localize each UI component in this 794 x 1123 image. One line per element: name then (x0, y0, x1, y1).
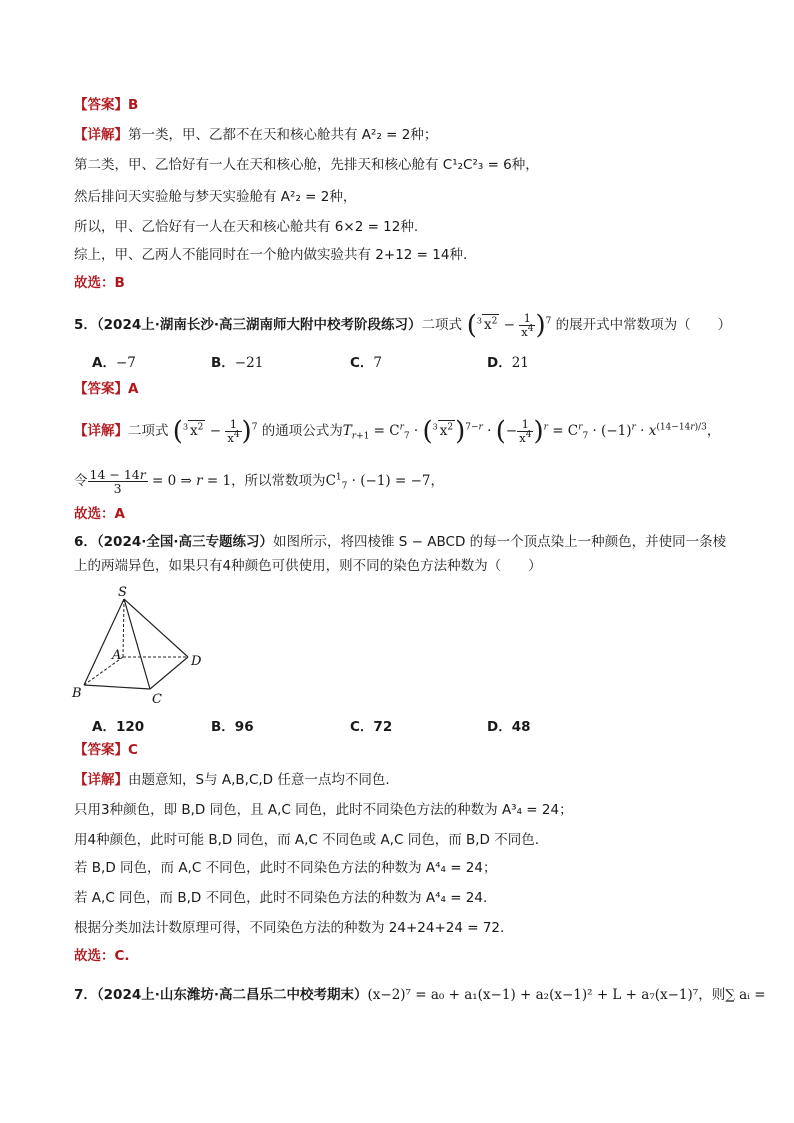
detail-text: ，所以常数项为 (231, 473, 326, 489)
q5-option-c: C．7 (350, 355, 383, 371)
choose-value: A (114, 506, 125, 522)
vertex-label-d: D (191, 654, 202, 669)
detail-text: 的通项公式为 (261, 423, 343, 439)
choose-label: 故选： (74, 948, 115, 964)
vertex-label-c: C (152, 692, 162, 707)
q5-detail-line-1: 【详解】二项式 ($^3$ $x^2$ − $\frac{1}{x^4}$ )$^7$ 的通项公式为$T_{r+1} = C^r_7 \cdot (^3$ $x^2)^{7-r}$ · (− $\frac{1}{x^4}$ )$^r = C^r_7 \cdot (-1)^r \cdot x^{(14-14r)/3}$， (74, 416, 721, 447)
q5-choose-line (74, 504, 125, 524)
vertex-label-a: A (112, 648, 122, 663)
answer-tag: 【答案】 (74, 97, 128, 113)
question-number: 5． (74, 317, 97, 333)
question-source: （2024上·山东潍坊·高二昌乐二中校考期末） (96, 987, 368, 1003)
answer-tag: 【答案】 (74, 742, 128, 758)
q5-option-d: D．21 (487, 355, 529, 371)
pyramid-figure (70, 585, 220, 710)
q6-detail-line-5: 若 A,C 同色，而 B,D 不同色，此时不同染色方法的种数为 A⁴₄ = 24. (74, 890, 488, 906)
vertex-label-b: B (72, 686, 82, 701)
q4-answer-line (74, 95, 138, 115)
detail-text: 令 (74, 473, 88, 489)
q5-option-a: A．−7 (92, 355, 136, 371)
question-number: 7． (74, 987, 97, 1003)
detail-tag: 【详解】 (74, 127, 128, 143)
q6-detail-line-2: 只用3种颜色，即 B,D 同色，且 A,C 同色，此时不同染色方法的种数为 A³₄ = 24； (74, 802, 573, 818)
q6-detail-line-4: 若 B,D 同色，而 A,C 不同色，此时不同染色方法的种数为 A⁴₄ = 24； (74, 860, 497, 876)
q6-detail-line-1 (74, 770, 390, 790)
q6-detail-line-3: 用4种颜色，此时可能 B,D 同色，而 A,C 不同色或 A,C 同色，而 B,D 不同色. (74, 832, 540, 848)
answer-value: C (128, 742, 138, 758)
q6-stem-line-1 (74, 532, 726, 552)
detail-text: 由题意知，S与 A,B,C,D 任意一点均不同色. (128, 772, 390, 788)
q4-detail-line-3: 然后排问天实验舱与梦天实验舱有 A²₂ = 2种， (74, 189, 357, 205)
q6-answer-line (74, 740, 138, 760)
question-number: 6． (74, 534, 97, 550)
q6-option-a: A．120 (92, 719, 145, 735)
detail-tag: 【详解】 (74, 423, 128, 439)
choose-label: 故选： (74, 506, 115, 522)
sum-expression: ∑ aᵢ = (725, 987, 766, 1003)
vertex-label-s: S (118, 585, 127, 600)
q6-option-c: C．72 (350, 719, 393, 735)
q4-choose-line (74, 273, 125, 293)
q5-option-b: B．−21 (211, 355, 264, 371)
detail-tag: 【详解】 (74, 772, 128, 788)
answer-tag: 【答案】 (74, 381, 128, 397)
choose-value: C. (114, 948, 130, 964)
general-term-formula: ($^3$ $x^2$ − $\frac{1}{x^4}$ )$^7$ (172, 416, 258, 447)
q6-option-b: B．96 (211, 719, 254, 735)
detail-text: 二项式 (128, 423, 169, 439)
detail-text: 第一类，甲、乙都不在天和核心舱共有 A²₂ = 2种； (128, 127, 438, 143)
q5-stem (74, 312, 731, 339)
choose-value: B (114, 275, 125, 291)
q6-option-d: D．48 (487, 719, 531, 735)
q5-detail-line-2: 令 $\frac{14 - 14r}{3}$ = 0 ⇒ r = 1，所以常数项为$C^1_7 \cdot (-1) = -7$， (74, 467, 444, 496)
q5-answer-line (74, 379, 138, 399)
choose-label: 故选： (74, 275, 115, 291)
stem-text: 二项式 (421, 317, 462, 333)
binomial-expression: ($^3$ $x^2$ − $\frac{1}{x^4}$ )$^7$ (466, 310, 552, 341)
q6-choose-line (74, 946, 130, 966)
q7-stem (74, 985, 766, 1005)
q4-detail-line-2: 第二类，甲、乙恰好有一人在天和核心舱，先排天和核心舱有 C¹₂C²₃ = 6种， (74, 157, 539, 173)
question-source: （2024·全国·高三专题练习） (96, 534, 273, 550)
answer-value: A (128, 381, 139, 397)
stem-text: 如图所示，将四棱锥 S − ABCD 的每一个顶点染上一种颜色，并使同一条棱 (273, 534, 727, 550)
stem-text: 的展开式中常数项为（ ） (555, 317, 732, 333)
question-source: （2024上·湖南长沙·高三湖南师大附中校考阶段练习） (96, 317, 422, 333)
q4-detail-line-5: 综上，甲、乙两人不能同时在一个舱内做实验共有 2+12 = 14种. (74, 247, 468, 263)
q6-detail-line-6: 根据分类加法计数原理可得，不同染色方法的种数为 24+24+24 = 72. (74, 920, 505, 936)
answer-value: B (128, 97, 139, 113)
expansion-formula: (x−2)⁷ = a₀ + a₁(x−1) + a₂(x−1)² + L + a₇(x−1)⁷，则 (367, 987, 726, 1003)
q6-stem-line-2: 上的两端异色，如果只有4种颜色可供使用，则不同的染色方法种数为（ ） (74, 558, 542, 574)
q4-detail-line-1 (74, 125, 437, 145)
q4-detail-line-4: 所以，甲、乙恰好有一人在天和核心舱共有 6×2 = 12种. (74, 219, 419, 235)
